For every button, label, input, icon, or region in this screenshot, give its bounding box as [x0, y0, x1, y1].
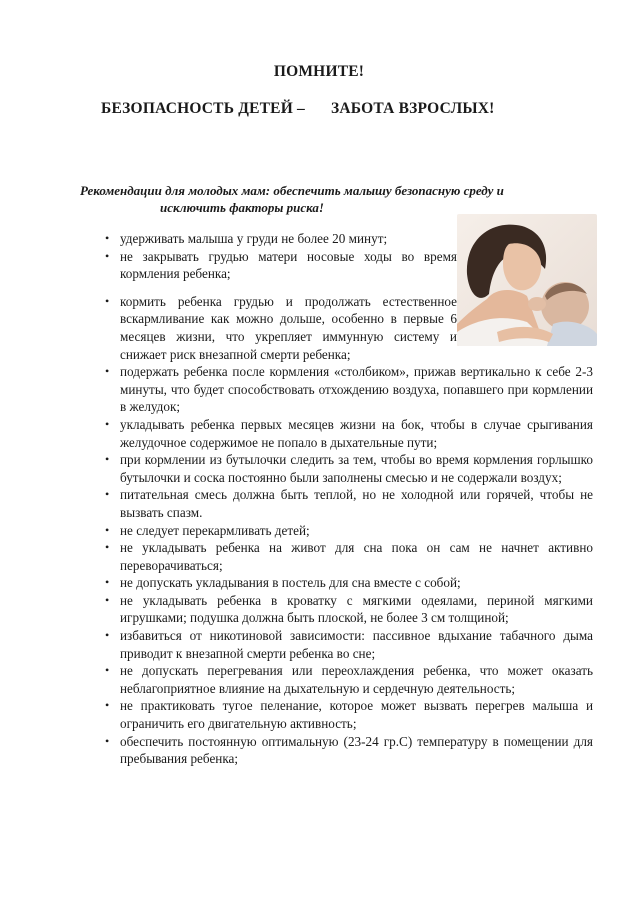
bullet-icon: • — [105, 487, 110, 502]
bullet-icon: • — [105, 452, 110, 467]
bullet-icon: • — [105, 663, 110, 678]
subtitle-line-1: Рекомендации для молодых мам: обеспечить малышу безопасную среду и — [80, 183, 504, 198]
list-item: • не допускать перегревания или переохлаждения ребенка, что может оказать неблагоприятное влияние на дыхательную и сердечную деятельность; — [105, 663, 593, 696]
list-item: • кормить ребенка грудью и продолжать естественное вскармливание как можно дольше, особенно в первые 6 месяцев жизни, что укрепляет иммунную систему и снижает риск внезапной смерти ребенка; — [105, 293, 457, 362]
slogan-part-1: БЕЗОПАСНОСТЬ ДЕТЕЙ – — [101, 100, 306, 117]
bullet-icon: • — [105, 293, 110, 308]
bullet-icon: • — [105, 248, 110, 263]
list-item: • избавиться от никотиновой зависимости: пассивное вдыхание табачного дыма приводит к внезапной смерти ребенка во сне; — [105, 628, 593, 661]
list-item: • при кормлении из бутылочки следить за тем, чтобы во время кормления горлышко бутылочки и соска постоянно были заполнены смесью и не содержали воздух; — [105, 452, 593, 485]
bullet-icon: • — [105, 575, 110, 590]
list-item: • не укладывать ребенка на живот для сна пока он сам не начнет активно переворачиваться; — [105, 540, 593, 573]
recommendations-list — [103, 230, 593, 768]
slogan-part-2: ЗАБОТА ВЗРОСЛЫХ! — [331, 100, 495, 117]
list-item: • не следует перекармливать детей; — [105, 522, 310, 538]
recommendations-subtitle — [80, 182, 600, 216]
list-item: • питательная смесь должна быть теплой, но не холодной или горячей, чтобы не вызвать спазм. — [105, 487, 593, 520]
list-item: • не допускать укладывания в постель для сна вместе с собой; — [105, 575, 461, 591]
bullet-icon: • — [105, 628, 110, 643]
bullet-icon: • — [105, 522, 110, 537]
list-item: • не практиковать тугое пеленание, которое может вызвать перегрев малыша и ограничить его двигательную активность; — [105, 698, 593, 732]
list-item: • не укладывать ребенка в кроватку с мягкими одеялами, периной мягкими игрушками; подушка должна быть плоской, не более 3 см толщиной; — [105, 592, 593, 626]
bullet-icon: • — [105, 592, 110, 607]
bullet-icon: • — [105, 231, 110, 245]
bullet-icon: • — [105, 733, 110, 748]
bullet-icon: • — [105, 698, 110, 713]
bullet-icon: • — [105, 416, 110, 431]
list-item: • укладывать ребенка первых месяцев жизни на бок, чтобы в случае срыгивания желудочное содержимое не попало в дыхательные пути; — [105, 416, 593, 450]
bullet-icon: • — [105, 364, 110, 379]
heading-safety-slogan — [101, 100, 495, 118]
list-item: • удерживать малыша у груди не более 20 минут; — [105, 231, 388, 246]
list-item: • подержать ребенка после кормления «столбиком», прижав вертикально к себе 2-3 минуты, что будет способствовать отхождению воздуха, попавшего при кормлении в желудок; — [105, 364, 593, 415]
list-item: • обеспечить постоянную оптимальную (23-24 гр.С) температуру в помещении для пребывания ребенка; — [105, 733, 593, 767]
bullet-icon: • — [105, 540, 110, 555]
subtitle-line-2: исключить факторы риска! — [160, 200, 324, 215]
list-item: • не закрывать грудью матери носовые ходы во время кормления ребенка; — [105, 248, 457, 282]
heading-remember: ПОМНИТЕ! — [273, 63, 365, 80]
